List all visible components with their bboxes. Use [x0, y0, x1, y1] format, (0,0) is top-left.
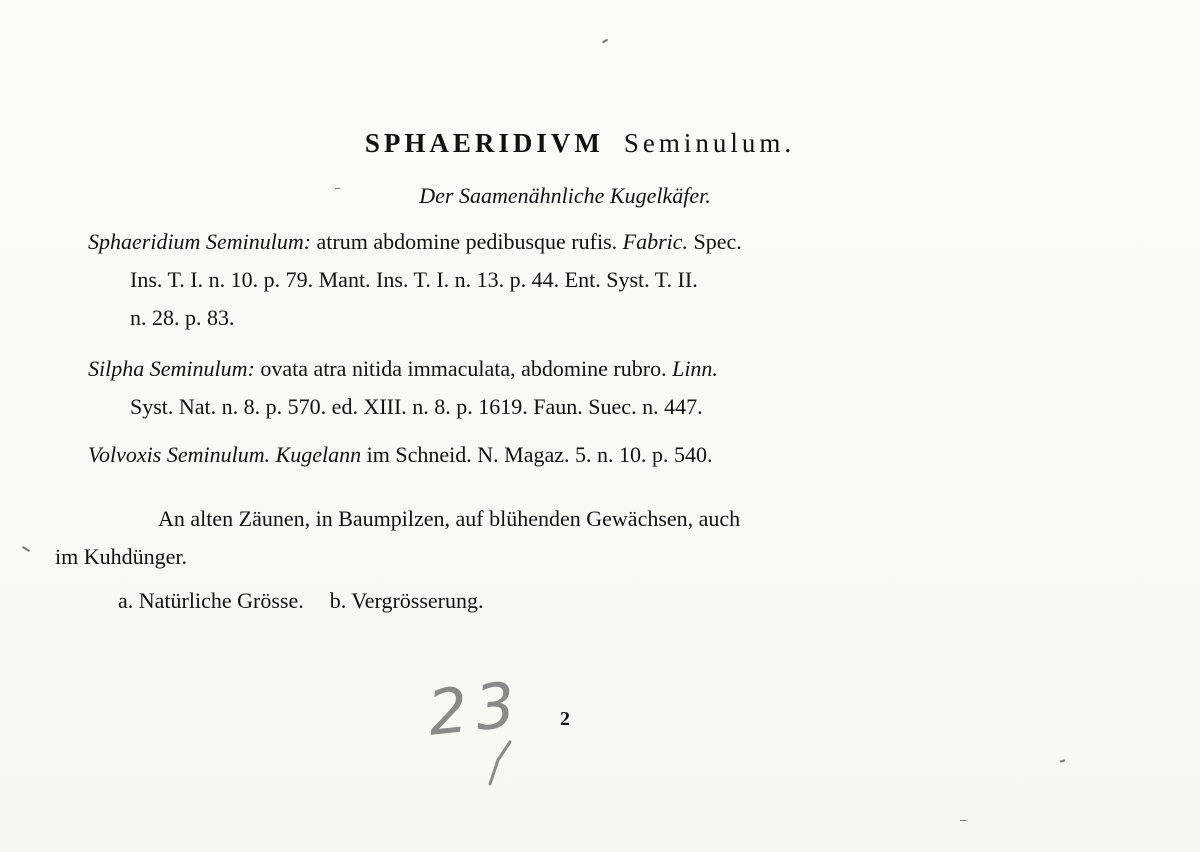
- paper-speck: [960, 820, 966, 821]
- paper-speck: [22, 546, 30, 552]
- habitat-line-1: An alten Zäunen, in Baumpilzen, auf blühenden Gewächsen, auch: [158, 506, 741, 531]
- entry-line: [88, 223, 1088, 261]
- reference-text: im Schneid. N. Magaz. 5. n. 10. p. 540.: [361, 442, 713, 467]
- subtitle: Der Saamenähnliche Kugelkäfer.: [419, 183, 711, 208]
- paper-speck: [602, 39, 608, 44]
- plate-number: 2: [560, 708, 570, 730]
- figure-legend: [118, 588, 484, 614]
- description-text: ovata atra nitida immaculata, abdomine rubro.: [254, 356, 673, 381]
- species-name: Volvoxis Seminulum.: [88, 442, 271, 467]
- pencil-stroke-icon: [480, 738, 520, 788]
- species-name: Silpha Seminulum:: [88, 356, 255, 381]
- reference-text: Spec.: [688, 229, 742, 254]
- synonym-entry-volvoxis: [88, 436, 1088, 474]
- synonym-entry-sphaeridium: [88, 223, 1088, 337]
- title-species: Seminulum.: [623, 128, 796, 158]
- author-ref: Linn.: [672, 356, 718, 381]
- author-ref: Fabric.: [622, 229, 689, 254]
- habitat-paragraph: [55, 500, 1085, 576]
- synonym-entry-silpha: [88, 350, 1088, 426]
- habitat-line-2: im Kuhdünger.: [55, 544, 187, 569]
- author-ref: Kugelann: [275, 442, 362, 467]
- handwritten-number: 23: [424, 667, 527, 750]
- paper-speck: [335, 188, 340, 189]
- paper-speck: [1060, 759, 1065, 763]
- legend-a: a. Natürliche Grösse.: [118, 588, 304, 613]
- entry-line: Ins. T. I. n. 10. p. 79. Mant. Ins. T. I. n. 13. p. 44. Ent. Syst. T. II.: [130, 267, 698, 292]
- entry-line: [88, 436, 1088, 474]
- legend-b: b. Vergrösserung.: [329, 588, 484, 613]
- description-text: atrum abdomine pedibusque rufis.: [311, 229, 623, 254]
- species-name: Sphaeridium Seminulum:: [88, 229, 312, 254]
- title-genus: SPHAERIDIVM: [364, 128, 604, 158]
- entry-line: n. 28. p. 83.: [130, 305, 235, 330]
- entry-line: Syst. Nat. n. 8. p. 570. ed. XIII. n. 8. p. 1619. Faun. Suec. n. 447.: [130, 394, 703, 419]
- entry-line: [88, 350, 1088, 388]
- page-title: [0, 128, 1160, 159]
